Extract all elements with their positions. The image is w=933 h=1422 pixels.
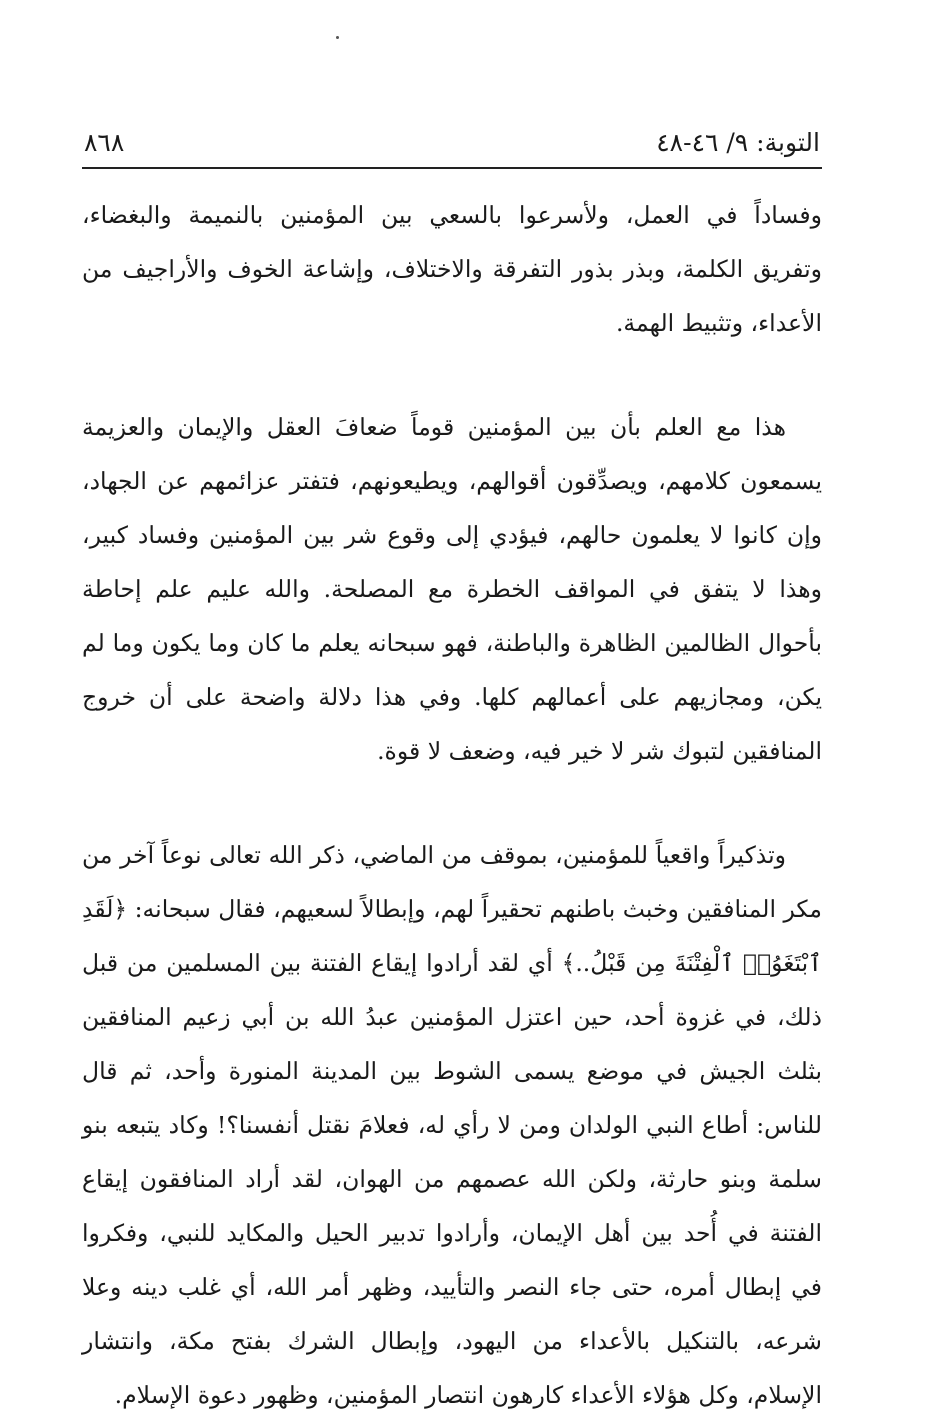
paragraph: هذا مع العلم بأن بين المؤمنين قوماً ضعافَ العقل والإيمان والعزيمة يسمعون كلامهم، ويصدِّقون أقوالهم، ويطيعونهم، فتفتر عزائمهم عن الجهاد، وإن كانوا لا يعلمون حالهم، فيؤدي إلى وقوع شر بين المؤمنين وفساد كبير، وهذا لا يتفق في المواقف الخطرة مع المصلحة. والله عليم علم إحاطة بأحوال الظالمين الظاهرة والباطنة، فهو سبحانه يعلم ما كان وما يكون وما لم يكن، ومجازيهم على أعمالهم كلها. وفي هذا دلالة واضحة على أن خروج المنافقين لتبوك شر لا خير فيه، وضعف لا قوة. bbox=[82, 413, 822, 765]
section-title: التوبة: ٩/ ٤٦-٤٨ bbox=[656, 127, 820, 157]
body-text bbox=[82, 188, 822, 1422]
page-number: ٨٦٨ bbox=[84, 127, 125, 157]
paragraph: وتذكيراً واقعياً للمؤمنين، بموقف من الماضي، ذكر الله تعالى نوعاً آخر من مكر المنافقين وخبث باطنهم تحقيراً لهم، وإبطالاً لسعيهم، فقال سبحانه: ﴿لَقَدِ ٱبْتَغَوُا۟ ٱلْفِتْنَةَ مِن قَبْلُ..﴾ أي لقد أرادوا إيقاع الفتنة بين المسلمين من قبل ذلك، في غزوة أحد، حين اعتزل المؤمنين عبدُ الله بن أبي زعيم المنافقين بثلث الجيش في موضع يسمى الشوط بين المدينة المنورة وأحد، ثم قال للناس: أطاع النبي الولدان ومن لا رأي له، فعلامَ نقتل أنفسنا؟! وكاد يتبعه بنو سلمة وبنو حارثة، ولكن الله عصمهم من الهوان، لقد أراد المنافقون إيقاع الفتنة في أُحد بين أهل الإيمان، وأرادوا تدبير الحيل والمكايد للنبي، وفكروا في إبطال أمره، حتى جاء النصر والتأييد، وظهر أمر الله، أي غلب دينه وعلا شرعه، بالتنكيل بالأعداء من اليهود، وإبطال الشرك بفتح مكة، وانتشار الإسلام، وكل هؤلاء الأعداء كارهون انتصار المؤمنين، وظهور دعوة الإسلام. bbox=[82, 841, 822, 1409]
header-rule bbox=[82, 167, 822, 169]
scan-speck bbox=[336, 36, 339, 39]
paragraph: وفساداً في العمل، ولأسرعوا بالسعي بين المؤمنين بالنميمة والبغضاء، وتفريق الكلمة، وبذر بذور التفرقة والاختلاف، وإشاعة الخوف والأراجيف من الأعداء، وتثبيط الهمة. bbox=[82, 201, 822, 337]
running-header bbox=[84, 120, 820, 164]
